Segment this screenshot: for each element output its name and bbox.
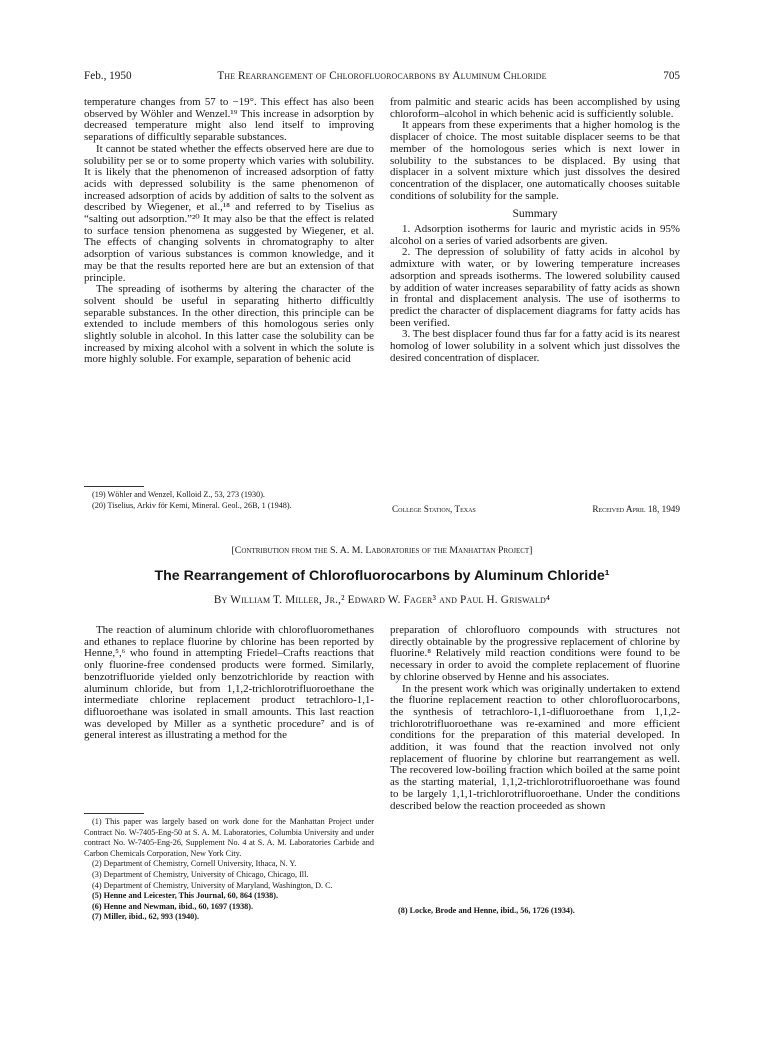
summary-item: 2. The depression of solubility of fatty acids in alcohol by admixture with water, or by lowering temperature increases adsorption and spreads isotherms. The lowered solubility caused by addition of water increases separability of fatty acids as shown in frontal and displacement analysis. The use of isotherms to predict the character of displacement diagrams for fatty acids has been verified. xyxy=(390,246,680,329)
running-header xyxy=(84,70,680,84)
header-running-title: The Rearrangement of Chlorofluorocarbons by Aluminum Chloride xyxy=(217,70,547,82)
body-paragraph: temperature changes from 57 to −19°. This effect has also been observed by Wöhler and Wenzel.¹⁹ This increase in adsorption by decreased temperature might also lend itself to improving separations of difficultly separable substances. xyxy=(84,96,374,144)
summary-heading: Summary xyxy=(512,207,558,221)
summary-item: 3. The best displacer found thus far for a fatty acid is its nearest homolog of lower solubility in a solvent which just dissolves the desired concentration of displacer. xyxy=(390,328,680,364)
header-date: Feb., 1950 xyxy=(84,70,132,82)
footnote-rule xyxy=(84,486,144,487)
article-title: The Rearrangement of Chlorofluorocarbons by Aluminum Chloride¹ xyxy=(154,568,610,584)
signature-location: College Station, Texas xyxy=(392,504,476,514)
page-number: 705 xyxy=(663,70,680,82)
footnote: (5) Henne and Leicester, This Journal, 60, 864 (1938). xyxy=(92,891,279,901)
footnote: (6) Henne and Newman, ibid., 60, 1697 (1938). xyxy=(92,901,254,911)
lower-left-column xyxy=(84,625,374,742)
article-authors: By William T. Miller, Jr.,² Edward W. Fager³ and Paul H. Griswald⁴ xyxy=(213,594,551,606)
body-paragraph: The reaction of aluminum chloride with chlorofluoromethanes and ethanes to replace fluorine by chlorine has been reported by Henne,⁵,⁶ who found in attempting Friedel–Crafts reactions that only fluorine-free condensed products were formed. Similarly, benzotrifluoride yielded only benzotrichloride by reaction with aluminum chloride, but from 1,1,2-trichlorotrifluoroethane the intermediate chlorine replacement product tetrachloro-1,1-difluoroethane was isolated in small amounts. This last reaction was developed by Miller as a synthetic procedure⁷ and is of general interest as illustrating a method for the xyxy=(84,624,374,742)
summary-item: 1. Adsorption isotherms for lauric and myristic acids in 95% alcohol on a series of varied adsorbents are given. xyxy=(390,223,680,247)
footnote: (2) Department of Chemistry, Cornell University, Ithaca, N. Y. xyxy=(92,859,297,869)
footnote: (7) Miller, ibid., 62, 993 (1940). xyxy=(92,912,200,922)
footnote: (19) Wöhler and Wenzel, Kolloid Z., 53, 273 (1930). xyxy=(92,490,265,499)
lower-left-footnotes xyxy=(84,817,374,923)
body-paragraph: It cannot be stated whether the effects observed here are due to solubility per se or to some property which varies with solubility. It is likely that the phenomenon of increased adsorption of fatty acids with depressed solubility is the same phenomenon of increased adsorption of acids by addition of salts to the solvent as described by Wiegener, et al.,¹⁸ and referred to by Tiselius as “salting out adsorption.”²⁰ It may also be that the effect is related to surface tension phenomena as suggested by Wiegener, et al. The effects of changing solvents in chromatography to alter adsorption of various substances is common knowledge, and it may be that the results reported here are but an extension of that principle. xyxy=(84,142,374,284)
footnote-rule xyxy=(84,813,144,814)
footnote: (1) This paper was largely based on work done for the Manhattan Project under Contract No. W-7405-Eng-50 at S. A. M. Laboratories, Columbia University and under contract No. W-7405-Eng-26, Supplement No. 4 at S. A. M. Laboratories Carbide and Carbon Chemicals Corporation, New York City. xyxy=(84,817,374,858)
footnote: (8) Locke, Brode and Henne, ibid., 56, 1726 (1934). xyxy=(398,906,575,915)
body-paragraph: It appears from these experiments that a higher homolog is the displacer of choice. The most suitable displacer seems to be that member of the homologous series which is next lower in solubility to the substances to be displaced. By using that displacer in a solvent mixture which just dissolves the desired concentration of the displacer, one automatically chooses suitable conditions of solubility for the sample. xyxy=(390,119,680,202)
footnote: (20) Tiselius, Arkiv för Kemi, Mineral. Geol., 26B, 1 (1948). xyxy=(92,500,292,510)
contribution-line: [Contribution from the S. A. M. Laboratories of the Manhattan Project] xyxy=(231,545,533,556)
lower-right-footnotes xyxy=(390,906,680,917)
received-date: Received April 18, 1949 xyxy=(592,504,680,514)
body-paragraph: In the present work which was originally undertaken to extend the fluorine replacement reaction to other chlorofluorocarbons, the synthesis of tetrachloro-1,1-difluoroethane from 1,1,2-trichlorotrifluoroethane was re-examined and more efficient conditions for the preparation of this material developed. In addition, it was found that the reaction involved not only replacement of fluorine by chlorine but rearrangement as well. The recovered low-boiling fraction which boiled at the same point as the starting material, 1,1,2-trichlorotrifluoroethane was found to be largely 1,1,1-trichlorotrifluoroethane. Under the conditions described below the reaction proceeded as shown xyxy=(390,682,680,812)
upper-left-column xyxy=(84,97,374,366)
body-paragraph: preparation of chlorofluoro compounds with structures not directly obtainable by the progressive replacement of chlorine by fluorine.⁸ Relatively mild reaction conditions were found to be necessary in order to avoid the complete replacement of fluorine by chlorine observed by Henne and his associates. xyxy=(390,624,680,683)
footnote: (3) Department of Chemistry, University of Chicago, Chicago, Ill. xyxy=(92,869,309,879)
body-paragraph: from palmitic and stearic acids has been accomplished by using chloroform–alcohol in which behenic acid is sufficiently soluble. xyxy=(390,96,680,120)
lower-right-column xyxy=(390,625,680,812)
upper-right-column xyxy=(390,97,680,364)
footnote: (4) Department of Chemistry, University of Maryland, Washington, D. C. xyxy=(92,880,333,890)
upper-left-footnotes xyxy=(84,490,374,511)
body-paragraph: The spreading of isotherms by altering the character of the solvent should be useful in separating hitherto difficultly separable substances. In the other direction, this principle can be extended to include members of this homologous series only slightly soluble in alcohol. In this latter case the solubility can be increased by mixing alcohol with a solvent in which the solute is more highly soluble. For example, separation of behenic acid xyxy=(84,283,374,366)
